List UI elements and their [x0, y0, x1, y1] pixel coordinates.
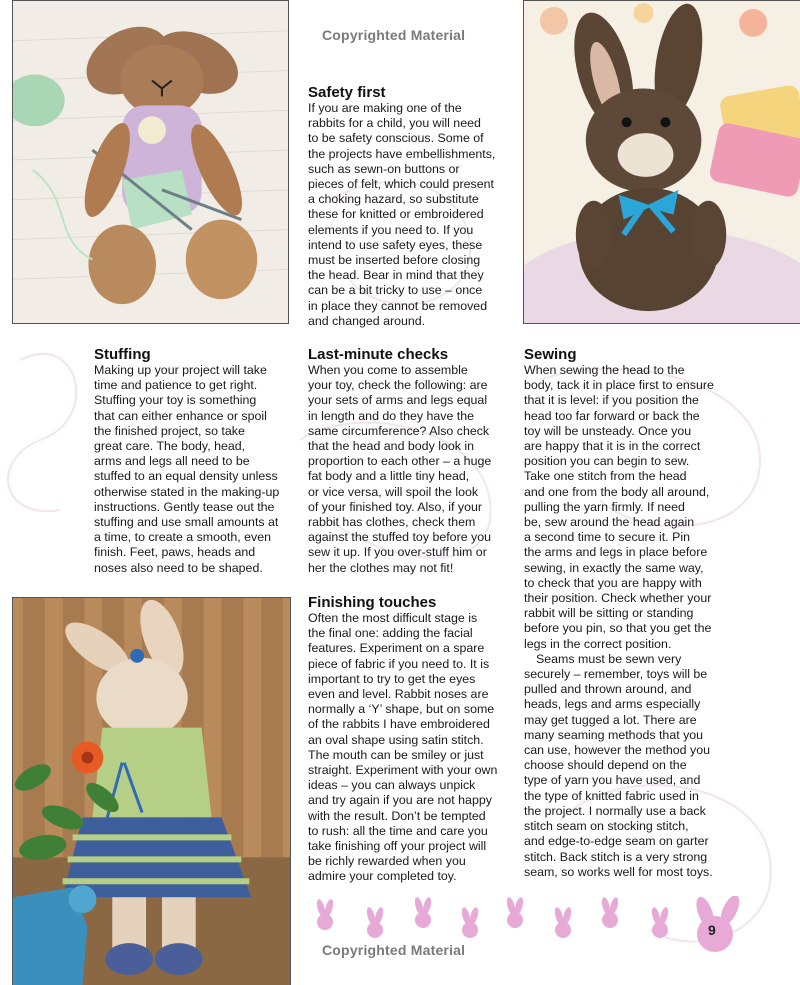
- copyright-watermark-bottom: Copyrighted Material: [322, 942, 466, 958]
- heading-sewing: Sewing: [524, 346, 577, 363]
- photo-brown-rabbit-blue-bow: [523, 0, 800, 324]
- body-last-minute-checks: When you come to assemble your toy, check the following: are your sets of arms and legs equal in length and do they have the same circumference? Also check that the head and body look in proportion to each other – a huge fat body and a little tiny head, or vice versa, will spoil the look of your finished toy. Also, if your rabbit has clothes, check them against the stuffed toy before you sew it up. If you over-stuff him or her the clothes may not fit!: [308, 363, 492, 575]
- body-finishing-touches: Often the most difficult stage is the final one: adding the facial features. Experiment on a spare piece of fabric if you need to. It is important to try to get the eyes even and level. Rabbit noses are normally a ‘Y’ shape, but on some of the rabbits I have embroidered an oval shape using satin stitch. The mouth can be smiley or just straight. Experiment with your own ideas – you can always unpick and try again if you are not happy with the result. Don’t be tempted to rush: all the time and care you take finishing off your project will be richly rewarded when you admire your completed toy.: [308, 611, 498, 884]
- copyright-watermark-top: Copyrighted Material: [322, 27, 466, 43]
- photo-knitting-rabbit: [12, 0, 289, 324]
- section-stuffing: [94, 346, 294, 576]
- heading-stuffing: Stuffing: [94, 346, 151, 363]
- page-number: 9: [708, 922, 716, 938]
- bunny-icon: [505, 896, 524, 928]
- heading-last-minute-checks: Last-minute checks: [308, 346, 449, 363]
- body-stuffing: Making up your project will take time and patience to get right. Stuffing your toy is something that can either enhance or spoil the finished project, so take great care. The body, head, arms and legs all need to be stuffed to an equal density unless otherwise stated in the making-up instructions. Gently tease out the stuffing and use small amounts at a time, to create a smooth, even finish. Feet, paws, heads and noses also need to be shaped.: [94, 363, 280, 575]
- bunny-icon: [553, 906, 572, 938]
- body-sewing-paragraph-2: Seams must be sewn very securely – remember, toys will be pulled and thrown around, and heads, legs and arms especially may get tugged a lot. There are many seaming methods that you can use, however the method you choose should depend on the type of yarn you have used, and the type of knitted fabric used in the project. I normally use a back stitch seam on stocking stitch, and edge-to-edge seam on garter stitch. Back stitch is a very strong seam, so works well for most toys.: [524, 651, 713, 879]
- bunny-icon: [365, 906, 384, 938]
- body-sewing-paragraph-1: When sewing the head to the body, tack it in place first to ensure that it is level: if you position the head too far forward or back the toy will be unsteady. Once you are happy that it is in the correct position you can begin to sew. Take one stitch from the head and one from the body all around, pulling the yarn firmly. If need be, sew around the head again a second time to secure it. Pin the arms and legs in place before sewing, in exactly the same way, to check that you are happy with their position. Check whether your rabbit will be sitting or standing before you pin, so that you get the legs in the correct position.: [524, 363, 714, 651]
- body-safety-first: If you are making one of the rabbits for a child, you will need to be safety conscious. Some of the projects have embellishments, such as sewn-on buttons or pieces of felt, which could present a choking hazard, so substitute these for knitted or embroidered elements if you need to. If you intend to use safety eyes, these must be inserted before closing the head. Bear in mind that they can be a bit tricky to use – once in place they cannot be removed and changed around.: [308, 101, 496, 328]
- section-last-minute-checks: [308, 346, 513, 576]
- bunny-icon: [650, 906, 669, 938]
- section-safety-first: [308, 84, 513, 329]
- photo-rabbit-with-flowers: [12, 597, 291, 985]
- bunny-icon: [460, 906, 479, 938]
- section-sewing: [524, 346, 724, 880]
- section-finishing-touches: [308, 594, 513, 885]
- bunny-icon: [413, 896, 432, 928]
- page-number-bunny-icon: [693, 896, 743, 952]
- heading-safety-first: Safety first: [308, 84, 386, 101]
- bunny-icon: [315, 898, 334, 930]
- heading-finishing-touches: Finishing touches: [308, 594, 437, 611]
- bunny-icon: [600, 896, 619, 928]
